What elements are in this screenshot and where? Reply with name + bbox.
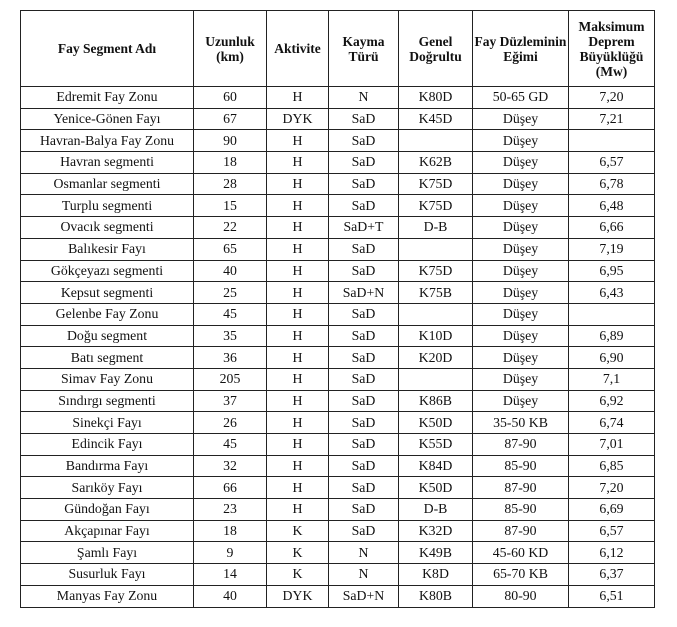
header-maksimum-deprem-buyuklugu: Maksimum Deprem Büyüklüğü (Mw) <box>569 11 655 87</box>
cell-length: 9 <box>194 542 267 564</box>
cell-length: 40 <box>194 260 267 282</box>
cell-segment-name: Edincik Fayı <box>21 434 194 456</box>
cell-activity: H <box>267 173 329 195</box>
cell-dip: 85-90 <box>473 499 569 521</box>
header-uzunluk: Uzunluk (km) <box>194 11 267 87</box>
cell-slip-type: SaD <box>329 347 399 369</box>
cell-strike: D-B <box>399 217 473 239</box>
cell-strike: K86B <box>399 390 473 412</box>
cell-segment-name: Ovacık segmenti <box>21 217 194 239</box>
cell-slip-type: SaD <box>329 260 399 282</box>
cell-length: 67 <box>194 108 267 130</box>
cell-slip-type: SaD <box>329 412 399 434</box>
cell-segment-name: Havran segmenti <box>21 152 194 174</box>
cell-length: 26 <box>194 412 267 434</box>
cell-segment-name: Sındırgı segmenti <box>21 390 194 412</box>
cell-slip-type: SaD <box>329 238 399 260</box>
cell-slip-type: N <box>329 542 399 564</box>
cell-max-magnitude: 6,51 <box>569 585 655 607</box>
cell-slip-type: SaD <box>329 390 399 412</box>
cell-strike: K62B <box>399 152 473 174</box>
cell-length: 18 <box>194 520 267 542</box>
cell-slip-type: SaD+T <box>329 217 399 239</box>
cell-dip: Düşey <box>473 325 569 347</box>
cell-max-magnitude: 6,74 <box>569 412 655 434</box>
cell-max-magnitude: 6,95 <box>569 260 655 282</box>
cell-dip: Düşey <box>473 130 569 152</box>
cell-dip: Düşey <box>473 260 569 282</box>
table-row <box>21 455 655 477</box>
cell-length: 65 <box>194 238 267 260</box>
cell-length: 40 <box>194 585 267 607</box>
cell-activity: DYK <box>267 585 329 607</box>
table-row <box>21 152 655 174</box>
cell-max-magnitude: 6,90 <box>569 347 655 369</box>
table-row <box>21 325 655 347</box>
cell-dip: Düşey <box>473 238 569 260</box>
cell-slip-type: SaD <box>329 368 399 390</box>
cell-slip-type: N <box>329 564 399 586</box>
cell-length: 60 <box>194 87 267 109</box>
cell-dip: Düşey <box>473 173 569 195</box>
cell-activity: H <box>267 347 329 369</box>
cell-activity: H <box>267 390 329 412</box>
cell-strike: K75D <box>399 260 473 282</box>
cell-max-magnitude: 7,21 <box>569 108 655 130</box>
cell-slip-type: SaD+N <box>329 585 399 607</box>
cell-max-magnitude: 6,12 <box>569 542 655 564</box>
cell-slip-type: SaD <box>329 477 399 499</box>
cell-slip-type: SaD <box>329 152 399 174</box>
cell-max-magnitude: 6,43 <box>569 282 655 304</box>
cell-strike: K50D <box>399 412 473 434</box>
cell-activity: DYK <box>267 108 329 130</box>
cell-dip: 87-90 <box>473 434 569 456</box>
cell-activity: K <box>267 564 329 586</box>
cell-strike: K75B <box>399 282 473 304</box>
cell-strike: K45D <box>399 108 473 130</box>
cell-max-magnitude: 6,89 <box>569 325 655 347</box>
cell-segment-name: Batı segment <box>21 347 194 369</box>
cell-activity: H <box>267 87 329 109</box>
cell-max-magnitude: 6,66 <box>569 217 655 239</box>
cell-max-magnitude: 6,37 <box>569 564 655 586</box>
cell-length: 22 <box>194 217 267 239</box>
cell-strike: K80D <box>399 87 473 109</box>
cell-segment-name: Akçapınar Fayı <box>21 520 194 542</box>
cell-dip: 80-90 <box>473 585 569 607</box>
cell-strike: K84D <box>399 455 473 477</box>
cell-activity: H <box>267 217 329 239</box>
cell-activity: H <box>267 434 329 456</box>
cell-strike: K75D <box>399 195 473 217</box>
cell-slip-type: SaD+N <box>329 282 399 304</box>
cell-strike: K10D <box>399 325 473 347</box>
fault-segment-table <box>20 10 655 608</box>
cell-max-magnitude: 6,85 <box>569 455 655 477</box>
table-row <box>21 499 655 521</box>
cell-activity: H <box>267 260 329 282</box>
table-row <box>21 282 655 304</box>
cell-max-magnitude: 7,1 <box>569 368 655 390</box>
cell-length: 32 <box>194 455 267 477</box>
header-fay-duzleminin-egimi: Fay Düzleminin Eğimi <box>473 11 569 87</box>
cell-max-magnitude <box>569 303 655 325</box>
cell-segment-name: Şamlı Fayı <box>21 542 194 564</box>
cell-dip: Düşey <box>473 217 569 239</box>
table-row <box>21 217 655 239</box>
cell-max-magnitude: 6,69 <box>569 499 655 521</box>
cell-length: 45 <box>194 434 267 456</box>
cell-slip-type: SaD <box>329 455 399 477</box>
cell-dip: Düşey <box>473 282 569 304</box>
table-row <box>21 195 655 217</box>
cell-segment-name: Gelenbe Fay Zonu <box>21 303 194 325</box>
cell-length: 45 <box>194 303 267 325</box>
cell-segment-name: Balıkesir Fayı <box>21 238 194 260</box>
cell-strike <box>399 130 473 152</box>
cell-strike <box>399 238 473 260</box>
table-row <box>21 412 655 434</box>
cell-activity: H <box>267 152 329 174</box>
table-row <box>21 585 655 607</box>
table-row <box>21 260 655 282</box>
table-row <box>21 520 655 542</box>
cell-strike: K8D <box>399 564 473 586</box>
table-row <box>21 542 655 564</box>
cell-max-magnitude: 6,92 <box>569 390 655 412</box>
cell-strike: K50D <box>399 477 473 499</box>
cell-strike: K75D <box>399 173 473 195</box>
header-genel-dogrultu: Genel Doğrultu <box>399 11 473 87</box>
cell-max-magnitude: 6,57 <box>569 152 655 174</box>
table-body <box>21 87 655 608</box>
header-kayma-turu: Kayma Türü <box>329 11 399 87</box>
cell-dip: Düşey <box>473 368 569 390</box>
table-row <box>21 130 655 152</box>
cell-dip: Düşey <box>473 108 569 130</box>
cell-length: 15 <box>194 195 267 217</box>
cell-segment-name: Manyas Fay Zonu <box>21 585 194 607</box>
cell-segment-name: Turplu segmenti <box>21 195 194 217</box>
cell-strike: K55D <box>399 434 473 456</box>
cell-activity: H <box>267 195 329 217</box>
cell-dip: 85-90 <box>473 455 569 477</box>
cell-slip-type: SaD <box>329 434 399 456</box>
cell-segment-name: Sarıköy Fayı <box>21 477 194 499</box>
cell-dip: Düşey <box>473 152 569 174</box>
cell-length: 36 <box>194 347 267 369</box>
cell-slip-type: SaD <box>329 195 399 217</box>
table-row <box>21 390 655 412</box>
cell-strike: K80B <box>399 585 473 607</box>
cell-slip-type: SaD <box>329 130 399 152</box>
table-row <box>21 477 655 499</box>
cell-slip-type: SaD <box>329 303 399 325</box>
table-row <box>21 108 655 130</box>
cell-activity: K <box>267 520 329 542</box>
cell-dip: 65-70 KB <box>473 564 569 586</box>
header-fay-segment-adi: Fay Segment Adı <box>21 11 194 87</box>
cell-length: 18 <box>194 152 267 174</box>
header-aktivite: Aktivite <box>267 11 329 87</box>
cell-length: 37 <box>194 390 267 412</box>
cell-max-magnitude: 6,57 <box>569 520 655 542</box>
table-row <box>21 347 655 369</box>
cell-dip: 50-65 GD <box>473 87 569 109</box>
cell-segment-name: Kepsut segmenti <box>21 282 194 304</box>
cell-length: 35 <box>194 325 267 347</box>
cell-slip-type: SaD <box>329 520 399 542</box>
cell-strike: K32D <box>399 520 473 542</box>
cell-max-magnitude: 6,78 <box>569 173 655 195</box>
cell-segment-name: Osmanlar segmenti <box>21 173 194 195</box>
table-row <box>21 303 655 325</box>
cell-activity: H <box>267 238 329 260</box>
table-header-row <box>21 11 655 87</box>
cell-activity: H <box>267 130 329 152</box>
cell-segment-name: Bandırma Fayı <box>21 455 194 477</box>
cell-max-magnitude: 7,19 <box>569 238 655 260</box>
cell-max-magnitude: 7,20 <box>569 87 655 109</box>
table-row <box>21 434 655 456</box>
cell-slip-type: SaD <box>329 499 399 521</box>
cell-segment-name: Havran-Balya Fay Zonu <box>21 130 194 152</box>
cell-activity: H <box>267 477 329 499</box>
cell-length: 66 <box>194 477 267 499</box>
cell-segment-name: Susurluk Fayı <box>21 564 194 586</box>
table-row <box>21 238 655 260</box>
cell-dip: 35-50 KB <box>473 412 569 434</box>
cell-max-magnitude <box>569 130 655 152</box>
cell-segment-name: Sinekçi Fayı <box>21 412 194 434</box>
cell-dip: Düşey <box>473 303 569 325</box>
cell-strike <box>399 368 473 390</box>
table-row <box>21 564 655 586</box>
cell-activity: H <box>267 412 329 434</box>
table-row <box>21 368 655 390</box>
cell-length: 25 <box>194 282 267 304</box>
cell-length: 205 <box>194 368 267 390</box>
cell-segment-name: Edremit Fay Zonu <box>21 87 194 109</box>
cell-strike: K20D <box>399 347 473 369</box>
cell-max-magnitude: 7,20 <box>569 477 655 499</box>
cell-activity: H <box>267 368 329 390</box>
cell-max-magnitude: 7,01 <box>569 434 655 456</box>
cell-dip: Düşey <box>473 347 569 369</box>
cell-length: 28 <box>194 173 267 195</box>
cell-activity: H <box>267 303 329 325</box>
cell-strike: D-B <box>399 499 473 521</box>
cell-length: 90 <box>194 130 267 152</box>
cell-activity: K <box>267 542 329 564</box>
cell-segment-name: Simav Fay Zonu <box>21 368 194 390</box>
cell-strike <box>399 303 473 325</box>
cell-length: 14 <box>194 564 267 586</box>
cell-slip-type: SaD <box>329 108 399 130</box>
cell-segment-name: Doğu segment <box>21 325 194 347</box>
cell-dip: 87-90 <box>473 520 569 542</box>
cell-activity: H <box>267 325 329 347</box>
cell-slip-type: N <box>329 87 399 109</box>
cell-slip-type: SaD <box>329 173 399 195</box>
cell-max-magnitude: 6,48 <box>569 195 655 217</box>
table-row <box>21 87 655 109</box>
cell-slip-type: SaD <box>329 325 399 347</box>
cell-length: 23 <box>194 499 267 521</box>
cell-dip: 87-90 <box>473 477 569 499</box>
cell-segment-name: Yenice-Gönen Fayı <box>21 108 194 130</box>
cell-strike: K49B <box>399 542 473 564</box>
cell-dip: 45-60 KD <box>473 542 569 564</box>
cell-dip: Düşey <box>473 390 569 412</box>
cell-segment-name: Gökçeyazı segmenti <box>21 260 194 282</box>
cell-activity: H <box>267 499 329 521</box>
table-row <box>21 173 655 195</box>
cell-dip: Düşey <box>473 195 569 217</box>
cell-segment-name: Gündoğan Fayı <box>21 499 194 521</box>
cell-activity: H <box>267 455 329 477</box>
cell-activity: H <box>267 282 329 304</box>
